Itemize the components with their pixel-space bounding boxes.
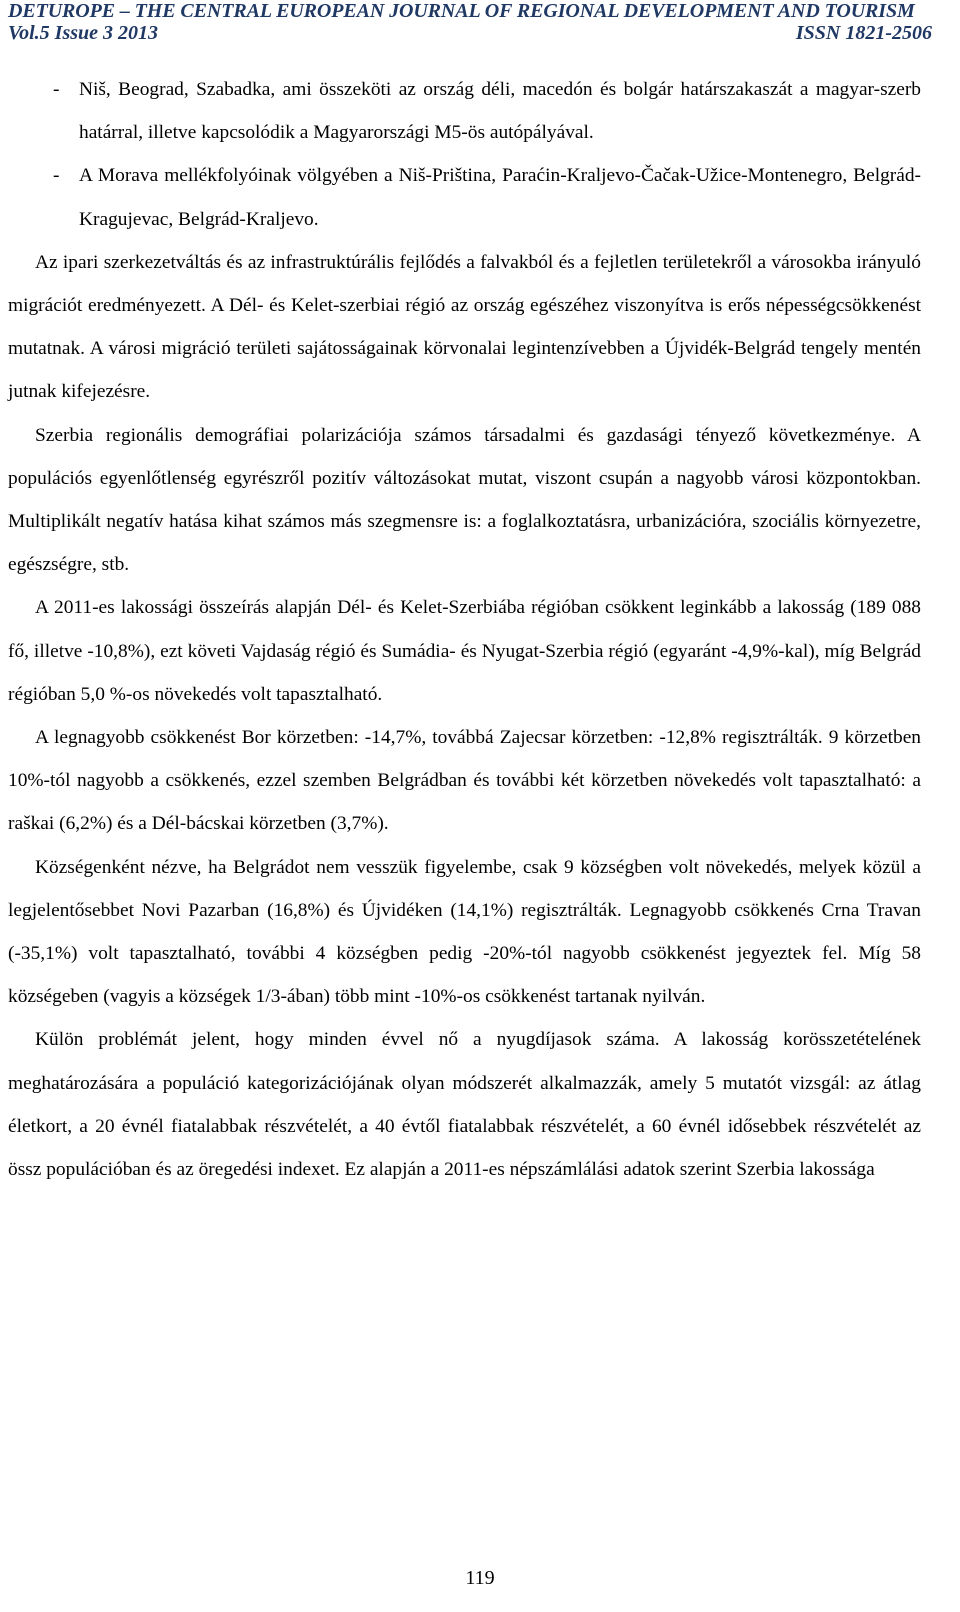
paragraph: Külön problémát jelent, hogy minden évvel nő a nyugdíjasok száma. A lakosság korösszetételének meghatározására a populáció kategorizációjának olyan módszerét alkalmazzák, amely 5 mutatót vizsgál: az átlag életkort, a 20 évnél fiatalabbak részvételét, a 40 évtől fiatalabbak részvételét, a 60 évnél idősebbek részvételét az össz populációban és az öregedési indexet. Ez alapján a 2011-es népszámlálási adatok szerint Szerbia lakossága: [8, 1029, 921, 1181]
list-item-text: Niš, Beograd, Szabadka, ami összeköti az ország déli, macedón és bolgár határszakaszát a magyar-szerb határral, illetve kapcsolódik a Magyarországi M5-ös autópályával.: [79, 79, 921, 144]
article-body: [8, 68, 921, 1191]
issn: ISSN 1821-2506: [795, 22, 932, 44]
list-item: [8, 68, 921, 154]
list-dash: -: [53, 79, 60, 100]
journal-title: DETUROPE – THE CENTRAL EUROPEAN JOURNAL OF REGIONAL DEVELOPMENT AND TOURISM: [8, 0, 915, 22]
paragraph: A legnagyobb csökkenést Bor körzetben: -14,7%, továbbá Zajecsar körzetben: -12,8% regisztrálták. 9 körzetben 10%-tól nagyobb a csökkenés, ezzel szemben Belgrádban és további két körzetben növekedés volt tapasztalható: a raškai (6,2%) és a Dél-bácskai körzetben (3,7%).: [8, 727, 921, 835]
paragraph: Szerbia regionális demográfiai polarizációja számos társadalmi és gazdasági tényező következménye. A populációs egyenlőtlenség egyrészről pozitív változásokat mutat, viszont csupán a nagyobb városi központokban. Multiplikált negatív hatása kihat számos más szegmensre is: a foglalkoztatásra, urbanizációra, szociális környezetre, egészségre, stb.: [8, 424, 921, 576]
paragraph: A 2011-es lakossági összeírás alapján Dél- és Kelet-Szerbiába régióban csökkent leginkább a lakosság (189 088 fő, illetve -10,8%), ezt követi Vajdaság régió és Sumádia- és Nyugat-Szerbia régió (egyaránt -4,9%-kal), míg Belgrád régióban 5,0 %-os növekedés volt tapasztalható.: [8, 597, 921, 705]
paragraph: Községenként nézve, ha Belgrádot nem vesszük figyelembe, csak 9 községben volt növekedés, melyek közül a legjelentősebbet Novi Pazarban (16,8%) és Újvidéken (14,1%) regisztrálták. Legnagyobb csökkenés Crna Travan (-35,1%) volt tapasztalható, további 4 községben pedig -20%-tól nagyobb csökkenést jegyeztek fel. Míg 58 községeben (vagyis a községek 1/3-ában) több mint -10%-os csökkenést tartanak nyilván.: [8, 856, 921, 1008]
volume-issue: Vol.5 Issue 3 2013: [8, 22, 159, 44]
header-title-row: [8, 0, 932, 22]
paragraph: Az ipari szerkezetváltás és az infrastruktúrális fejlődés a falvakból és a fejletlen területekről a városokba irányuló migrációt eredményezett. A Dél- és Kelet-szerbiai régió az ország egészéhez viszonyítva is erős népességcsökkenést mutatnak. A városi migráció területi sajátosságainak körvonalai legintenzívebben a Újvidék-Belgrád tengely mentén jutnak kifejezésre.: [8, 251, 921, 403]
list-dash: -: [53, 165, 60, 187]
running-header: [8, 0, 932, 44]
header-volume-row: [8, 22, 932, 44]
list-item-text: A Morava mellékfolyóinak völgyében a Niš-Priština, Paraćin-Kraljevo-Čačak-Užice-Montenegro, Belgrád-Kragujevac, Belgrád-Kraljevo.: [79, 165, 921, 230]
list-item: [8, 154, 921, 240]
page-number: 119: [465, 1567, 495, 1589]
